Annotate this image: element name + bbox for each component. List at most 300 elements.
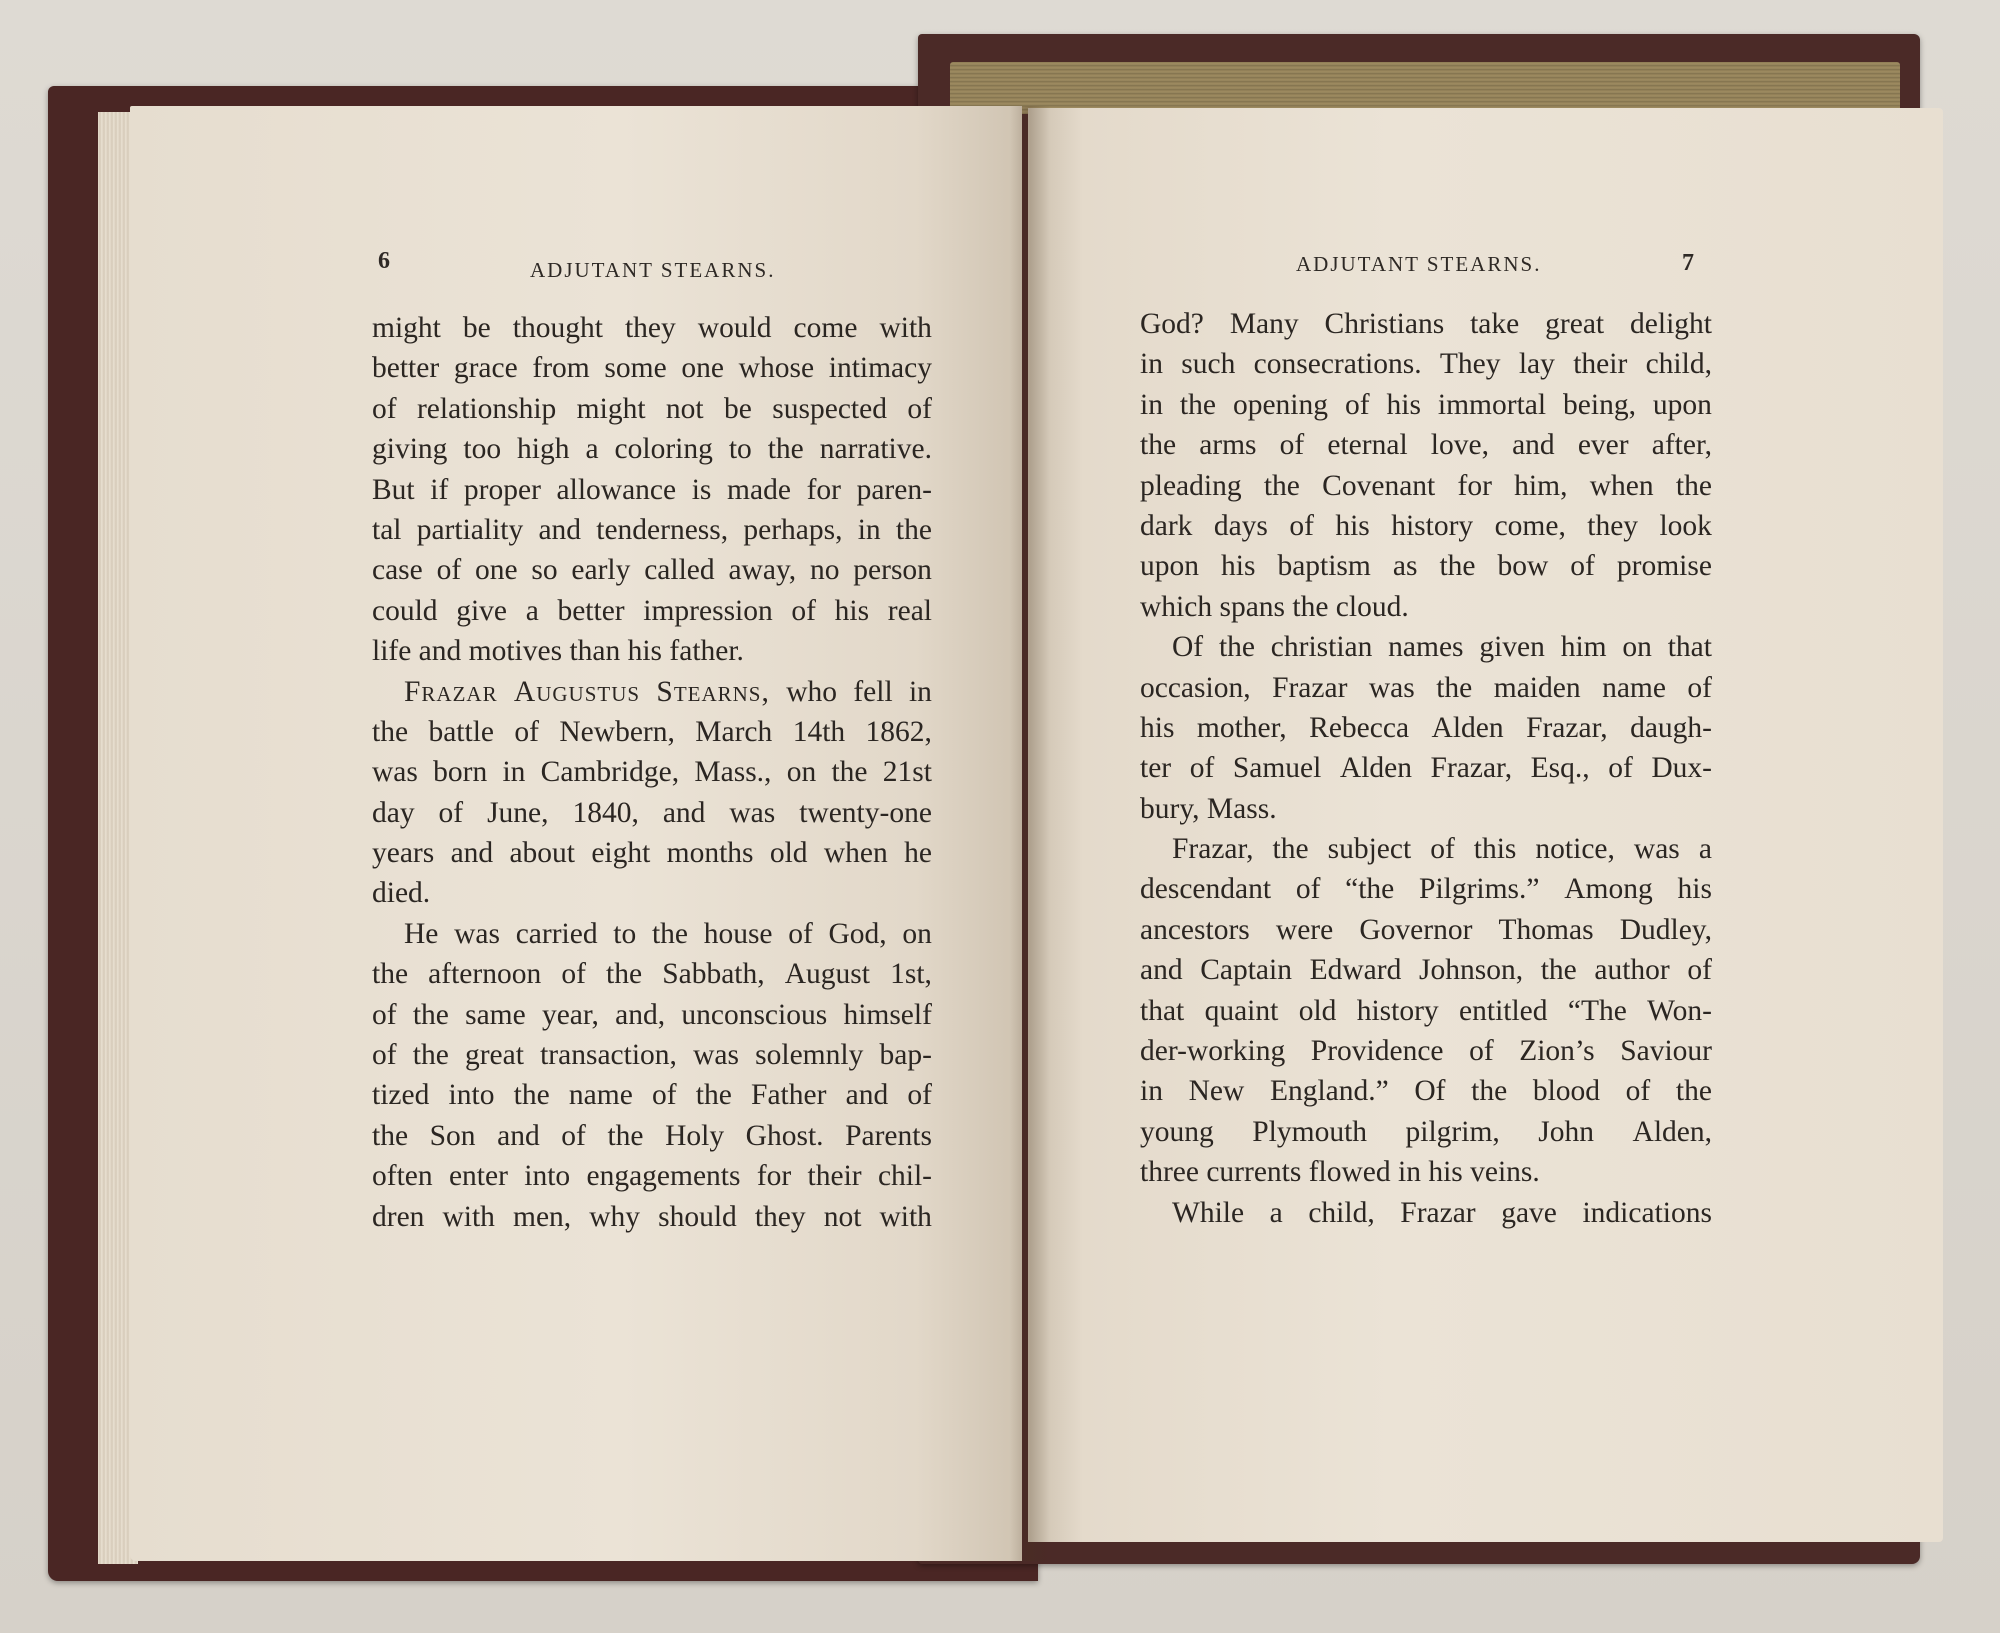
text-word: his [1335,509,1370,542]
text-word: the [1439,550,1476,583]
text-word: They [1439,348,1501,381]
text-word: better [557,594,625,627]
text-word: of [1570,550,1595,583]
text-word: they [1587,509,1639,542]
text-word: take [1470,308,1520,340]
text-word: of [372,1039,397,1072]
text-word: promise [1616,550,1712,583]
text-word: August [784,958,870,991]
text-line [372,348,932,388]
text-word: and [662,796,706,829]
text-word: subject [1327,833,1412,866]
text-word: of [1687,954,1712,987]
text-word: to [728,433,752,466]
text-word: in [908,675,932,708]
text-word: consecrations. [1253,348,1422,381]
text-word: occasion, [1140,671,1251,704]
text-word: the [1218,631,1255,664]
text-line [1140,910,1712,950]
text-word: in [1140,348,1163,381]
text-word: ever [1577,429,1629,462]
text-line [1140,385,1712,425]
text-word: But [372,473,415,506]
text-word: day [372,796,415,829]
left-page-text [372,308,932,1237]
text-word: a [585,433,599,466]
text-word: into [448,1079,495,1112]
text-word: he [904,837,932,870]
text-word: the [695,1079,732,1112]
text-word: Frazar [1272,671,1348,704]
text-word: Holy [665,1119,725,1152]
text-word: so [531,554,558,587]
text-line [1140,1112,1712,1152]
text-word: Among [1564,873,1653,906]
text-word: was [372,756,418,789]
text-word: the [1540,954,1577,987]
text-word: delight [1630,308,1712,340]
text-word: chil- [877,1160,932,1193]
text-line [372,1197,932,1237]
text-word: in [1140,388,1163,421]
text-word: Frazar [1400,1196,1476,1229]
text-word: of [791,594,816,627]
text-word: not [823,1200,862,1233]
text-line [372,1075,932,1115]
text-word: the [607,1119,644,1152]
text-word: Christians [1324,308,1445,340]
text-word: his [1386,388,1421,421]
text-word: the [1471,1075,1508,1108]
text-word: of [1625,1075,1651,1108]
text-word: young [1140,1115,1214,1148]
text-word: Thomas [1498,913,1594,946]
text-word: tenderness, [596,513,729,546]
text-word: the [372,715,409,748]
text-word: mother, [1196,711,1287,744]
text-word: died. [372,877,431,910]
text-word: of [436,554,462,587]
text-word: of [907,392,932,425]
text-word: the [606,958,643,991]
text-word: person [853,554,932,587]
text-word: 21st [882,756,932,789]
text-word: transaction, [540,1039,677,1072]
text-word: no [809,554,840,587]
text-word: opening [1232,388,1328,421]
text-word: old [1298,994,1337,1027]
text-word: whose [738,352,815,385]
text-word: God, [828,917,887,950]
text-word: proper [463,473,541,506]
text-word: of [1189,752,1215,785]
text-word: allowance [556,473,677,506]
text-word: Edward [1309,954,1402,987]
right-page-number: 7 [1682,250,1694,276]
text-word: solemnly [755,1039,864,1072]
text-word: great [1545,308,1605,340]
text-word: of [372,392,397,425]
text-word: this [1473,833,1517,866]
text-word: fell [853,675,893,708]
text-word: John [1538,1115,1595,1148]
text-word: christian [1270,631,1373,664]
text-word: of [438,796,464,829]
text-word: their [807,1160,862,1193]
text-line [1140,668,1712,708]
text-word: ancestors [1140,913,1250,946]
text-word: God? [1140,308,1204,340]
text-word: names [1388,631,1464,664]
text-word: child, [1308,1196,1375,1229]
text-word: himself [843,998,932,1031]
text-word: pilgrim, [1405,1115,1500,1148]
text-word: notice, [1535,833,1615,866]
text-word: 1862, [865,715,932,748]
text-word: that [1140,994,1185,1027]
text-word: dark [1140,509,1193,542]
text-word: narrative. [819,433,932,466]
text-word: upon [1652,388,1712,421]
text-word: of [372,998,397,1031]
text-word: Father [751,1079,827,1112]
text-line [1140,587,1712,627]
text-word: giving [372,433,448,466]
text-word: often [372,1160,433,1193]
text-word: Plymouth [1252,1115,1368,1148]
text-word: men, [513,1200,572,1233]
text-line [372,510,932,550]
text-line [1140,991,1712,1031]
text-word: Stearns, [656,675,770,708]
text-word: in [857,513,881,546]
page-edges-top [950,62,1900,114]
text-line [372,995,932,1035]
text-word: come [793,312,858,344]
text-word: quaint [1204,994,1279,1027]
text-word: of [788,917,813,950]
text-word: pleading [1140,469,1242,502]
text-word: Many [1229,308,1299,340]
text-word: Alden [1431,711,1504,744]
text-word: author [1594,954,1670,987]
text-word: the [1675,469,1712,502]
text-word: his [1677,873,1712,906]
right-running-head: ADJUTANT STEARNS. [1296,252,1542,276]
text-word: Of [1172,631,1204,664]
text-word: the [895,513,932,546]
text-word: bury, Mass. [1140,792,1277,825]
text-line [372,672,932,712]
text-word: coloring [614,433,713,466]
text-word: early [571,554,631,587]
text-word: of [907,1079,932,1112]
text-word: Mass., [694,756,772,789]
text-word: be [462,312,491,344]
text-word: 1st, [890,958,932,991]
text-word: given [1479,631,1545,664]
text-word: Alden [1339,752,1412,785]
text-word: same [465,998,526,1031]
text-word: Ghost. [745,1119,824,1152]
text-word: bap- [879,1039,932,1072]
text-word: While [1172,1196,1245,1229]
text-word: twenty-one [799,796,932,829]
text-line [1140,1071,1712,1111]
text-word: who [786,675,838,708]
text-line [1140,829,1712,869]
text-word: not [665,392,704,425]
text-word: Providence [1310,1035,1444,1068]
text-word: for [1457,469,1492,502]
text-line [1140,708,1712,748]
text-word: why [589,1200,641,1233]
text-word: his [1140,711,1175,744]
text-word: suspected [772,392,887,425]
text-word: eight [591,837,651,870]
text-word: bow [1497,550,1549,583]
text-word: of [561,958,586,991]
text-word: give [456,594,508,627]
text-word: relationship [416,392,557,425]
text-word: of [1295,873,1321,906]
text-line [372,631,932,671]
text-word: some [604,352,667,385]
text-word: the [372,958,409,991]
text-word: away, [728,554,797,587]
text-word: made [727,473,791,506]
text-word: Frazar [404,675,498,708]
text-word: of [652,1079,677,1112]
text-line [372,1116,932,1156]
text-line [1140,950,1712,990]
text-line [1140,425,1712,465]
text-word: with [879,312,932,344]
text-word: “the [1345,873,1395,906]
text-line [372,389,932,429]
text-word: one [681,352,724,385]
text-line [372,591,932,631]
text-word: “The [1567,994,1627,1027]
text-word: when [823,837,888,870]
text-line [372,550,932,590]
text-word: the [1140,429,1177,462]
text-word: was [1633,833,1680,866]
text-word: immortal [1437,388,1547,421]
text-word: Dudley, [1619,913,1712,946]
text-word: the [767,433,804,466]
text-word: baptism [1277,550,1371,583]
text-word: engagements [586,1160,741,1193]
text-word: is [691,473,712,506]
text-line [1140,1193,1712,1233]
text-word: Parents [845,1119,932,1152]
text-word: Governor [1359,913,1473,946]
text-word: 14th [792,715,846,748]
text-word: maiden [1493,671,1581,704]
text-word: of [1608,752,1633,785]
text-word: name [568,1079,633,1112]
text-line [372,954,932,994]
book-gutter [1010,106,1050,1561]
text-word: Newbern, [559,715,675,748]
text-word: his [834,594,870,627]
text-line [1140,869,1712,909]
text-word: from [532,352,590,385]
text-word: unconscious [681,998,828,1031]
text-word: such [1181,348,1236,381]
text-word: case [372,554,423,587]
text-word: paren- [856,473,932,506]
text-word: of [1279,429,1305,462]
text-word: high [517,433,570,466]
text-word: was [729,796,776,829]
text-word: partiality [416,513,524,546]
text-word: life and motives than his father. [372,635,744,668]
text-word: eternal [1327,429,1408,462]
right-page-text [1140,304,1712,1233]
text-word: England.” [1269,1075,1389,1108]
text-word: the [1263,469,1300,502]
text-word: gave [1501,1196,1557,1229]
text-word: years [372,837,435,870]
text-word: the [513,1079,550,1112]
text-line [372,470,932,510]
text-word: too [463,433,502,466]
text-word: better [372,352,440,385]
text-word: on [902,917,932,950]
text-word: of [1469,1035,1494,1068]
text-line [372,1035,932,1075]
text-word: and [450,837,494,870]
text-word: Won- [1647,994,1712,1027]
text-word: and [538,513,582,546]
text-word: on [1622,631,1652,664]
text-word: Son [429,1119,476,1152]
text-word: was [1368,671,1415,704]
text-word: June, [487,796,549,829]
text-line [1140,546,1712,586]
text-word: Esq., [1530,752,1590,785]
text-word: his [1221,550,1256,583]
text-word: daugh- [1630,711,1712,744]
text-word: their [1573,348,1628,381]
text-word: battle [428,715,494,748]
text-line [1140,1152,1712,1192]
text-line [1140,627,1712,667]
text-line [372,712,932,752]
text-word: Of [1414,1075,1446,1108]
text-line [1140,304,1712,344]
text-word: called [644,554,715,587]
text-word: might [576,392,646,425]
text-word: if [430,473,449,506]
text-word: child, [1645,348,1712,381]
text-word: come, [1494,509,1566,542]
text-word: as [1392,550,1418,583]
text-word: tal [372,513,402,546]
text-word: months [666,837,754,870]
text-word: him [1560,631,1607,664]
text-word: Pilgrims.” [1419,873,1540,906]
text-word: upon [1140,550,1199,583]
text-word: Frazar, [1526,711,1608,744]
text-word: the [651,917,688,950]
text-word: entitled [1459,994,1548,1027]
text-word: for [756,1160,792,1193]
text-word: about [509,837,576,870]
text-line [1140,506,1712,546]
text-line [1140,344,1712,384]
text-word: enter [448,1160,508,1193]
text-word: was [693,1039,739,1072]
text-word: the [1272,833,1309,866]
text-word: indications [1582,1196,1712,1229]
text-word: name [1602,671,1666,704]
text-word: real [887,594,932,627]
left-running-head: ADJUTANT STEARNS. [530,258,776,282]
text-word: of [1289,509,1314,542]
text-line [372,429,932,469]
text-word: they [624,312,676,344]
text-word: impression [643,594,773,627]
text-word: with [879,1200,932,1233]
text-word: was [454,917,500,950]
text-word: tized [372,1079,430,1112]
text-word: of [561,1119,586,1152]
text-word: dren [372,1200,425,1233]
text-word: were [1275,913,1334,946]
text-word: March [695,715,773,748]
text-line [372,308,932,348]
text-word: being, [1563,388,1636,421]
text-word: the [1675,1075,1712,1108]
text-word: when [1589,469,1654,502]
text-word: Samuel [1232,752,1322,785]
text-word: Sabbath, [662,958,765,991]
text-word: ter [1140,752,1172,785]
text-word: a [1269,1196,1283,1229]
text-word: Johnson, [1418,954,1524,987]
text-word: should [658,1200,737,1233]
text-word: they [754,1200,806,1233]
text-word: history [1356,994,1439,1027]
text-line [1140,748,1712,788]
text-word: afternoon [428,958,542,991]
text-word: which spans the cloud. [1140,590,1409,623]
text-word: year, [541,998,599,1031]
text-line [372,873,932,913]
text-word: days [1213,509,1268,542]
text-word: one [474,554,518,587]
text-word: in [502,756,526,789]
text-word: on [786,756,817,789]
text-word: after, [1651,429,1712,462]
text-word: thought [512,312,603,344]
text-word: might [372,312,441,344]
text-line [1140,466,1712,506]
text-word: Saviour [1620,1035,1712,1068]
text-word: of [1687,671,1712,704]
text-word: with [442,1200,495,1233]
text-word: grace [453,352,518,385]
text-line [372,833,932,873]
text-word: and [497,1119,540,1152]
text-word: great [464,1039,524,1072]
text-word: for [806,473,841,506]
text-word: Alden, [1632,1115,1712,1148]
text-word: house [703,917,773,950]
